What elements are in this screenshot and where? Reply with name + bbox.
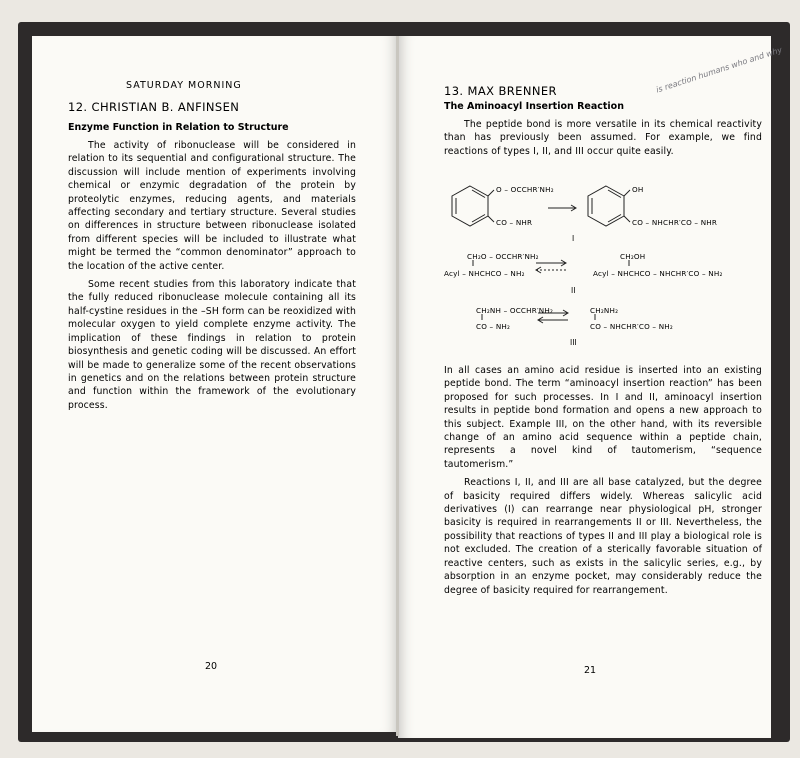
- r1-left-top: O – OCCHR′NH₂: [496, 185, 554, 194]
- r3-right-bottom: CO – NHCHR′CO – NH₂: [590, 322, 673, 331]
- r2-left-top: CH₂O – OCCHR′NH₂: [467, 252, 539, 261]
- r3-right-top: CH₂NH₂: [590, 306, 619, 315]
- r1-right-bottom: CO – NHCHR′CO – NHR: [632, 218, 718, 227]
- paragraph: Reactions I, II, and III are all base catalyzed, but the degree of basicity required differs widely. Whereas salicylic acid derivatives (I) can rearrange near physiological pH, stronger basicity is required in rearrangements II or III. Nevertheless, the possibility that reactions of types II and III play a biological role is not excluded. The creation of a sterically favorable situation of reactive centers, such as exists in the salicylic series, e.g., by absorption in an enzyme pocket, may considerably reduce the degree of basicity required for rearrangement.: [444, 477, 762, 596]
- paragraph: The activity of ribonuclease will be considered in relation to its sequential and configurational structure. The discussion will include mention of experiments involving chemical or enzymic degradation of the protein by proteolytic enzymes, reducing agents, and materials affecting secondary and tertiary structure. Several studies on differences in structure between ribonuclease isolated from different species will be included to illustrate what might be termed the “common denominator” approach to the location of the active center.: [68, 140, 356, 272]
- intro-text: [444, 118, 762, 163]
- benzene-ring-right: [588, 186, 624, 226]
- right-body-text: [444, 364, 762, 602]
- r1-left-bottom: CO – NHR: [496, 218, 533, 227]
- r2-right-bottom: Acyl – NHCHCO – NHCHR′CO – NH₂: [593, 269, 723, 278]
- book-gutter: [396, 36, 399, 736]
- reaction-label-ii: II: [571, 286, 576, 295]
- paragraph: The peptide bond is more versatile in its chemical reactivity than has previously been assumed. For example, we find reactions of types I, II, and III occur quite easily.: [444, 119, 762, 157]
- benzene-ring-left: [452, 186, 488, 226]
- left-body-text: [68, 139, 356, 417]
- subtitle-aminoacyl-insertion: The Aminoacyl Insertion Reaction: [444, 101, 624, 112]
- reaction-label-iii: III: [570, 338, 577, 347]
- handwritten-annotation: is reaction humans who and why: [655, 45, 784, 95]
- r2-right-top: CH₂OH: [620, 252, 646, 261]
- page-number-right: 21: [584, 665, 597, 676]
- r3-left-bottom: CO – NH₂: [476, 322, 511, 331]
- r1-right-top: OH: [632, 185, 644, 194]
- section-title-anfinsen: 12. CHRISTIAN B. ANFINSEN: [68, 100, 240, 114]
- running-head: SATURDAY MORNING: [126, 80, 242, 91]
- paragraph: Some recent studies from this laboratory indicate that the fully reduced ribonuclease molecule containing all its half-cystine residues in the –SH form can be reoxidized with molecular oxygen to yield complete enzyme activity. The implication of these findings in relation to protein biosynthesis and genetic coding will be discussed. An effort will be made to generalize some of the recent observations in genetics and on the relations between protein structure and function within the framework of the evolutionary process.: [68, 279, 356, 411]
- paragraph: In all cases an amino acid residue is inserted into an existing peptide bond. The term “aminoacyl insertion reaction” has been proposed for such processes. In I and II, aminoacyl insertion results in peptide bond formation and opens a new approach to this subject. Example III, on the other hand, with its reversible change of an amino acid sequence within a peptide chain, represents a novel kind of tautomerism, “sequence tautomerism.”: [444, 365, 762, 470]
- reaction-scheme: [440, 176, 770, 356]
- section-title-brenner: 13. MAX BRENNER: [444, 84, 557, 98]
- r2-left-bottom: Acyl – NHCHCO – NH₂: [444, 269, 525, 278]
- r3-left-top: CH₂NH – OCCHR′NH₂: [476, 306, 554, 315]
- page-number-left: 20: [205, 661, 218, 672]
- subtitle-enzyme-function: Enzyme Function in Relation to Structure: [68, 122, 289, 133]
- reaction-label-i: I: [572, 234, 575, 243]
